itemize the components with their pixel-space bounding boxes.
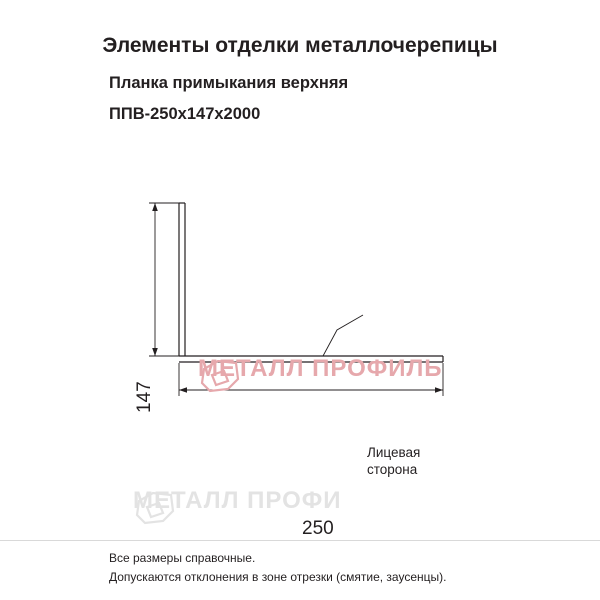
dimension-label-250: 250	[302, 518, 334, 539]
watermark-logo-lower	[133, 489, 177, 529]
callout-line-2: сторона	[367, 462, 418, 477]
page-title: Элементы отделки металлочерепицы	[102, 34, 498, 58]
dimension-label-147: 147	[134, 381, 155, 413]
callout-line-1: Лицевая	[367, 445, 421, 460]
footer-line-2: Допускаются отклонения в зоне отрезки (смятие, заусенцы).	[109, 570, 447, 584]
footer-line-1: Все размеры справочные.	[109, 551, 256, 565]
callout-face-side	[367, 444, 420, 478]
product-code: ППВ-250х147х2000	[109, 105, 261, 123]
footer-divider	[0, 540, 600, 541]
callout-leader	[323, 315, 363, 356]
footer-notes	[109, 549, 446, 587]
profile-outline	[179, 203, 443, 362]
product-name: Планка примыкания верхняя	[109, 74, 349, 92]
technical-drawing	[0, 150, 600, 539]
dimension-horizontal	[179, 363, 443, 396]
watermark-text-upper: МЕТАЛЛ ПРОФИЛЬ	[198, 355, 443, 382]
drawing-svg	[0, 150, 600, 430]
watermark-text-lower: МЕТАЛЛ ПРОФИ	[133, 487, 342, 514]
